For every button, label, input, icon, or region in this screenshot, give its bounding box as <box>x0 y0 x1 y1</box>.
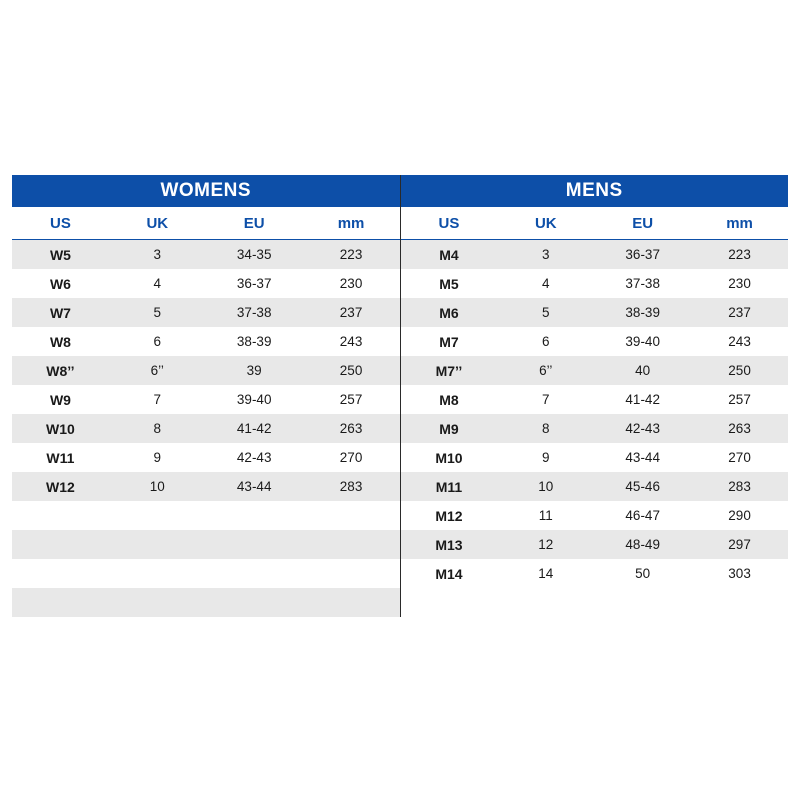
table-row <box>12 443 400 472</box>
cell-uk: 3 <box>109 240 206 270</box>
table-row <box>401 385 789 414</box>
cell-eu: 38-39 <box>206 327 303 356</box>
cell-eu: 46-47 <box>594 501 691 530</box>
cell-us: M5 <box>401 269 498 298</box>
cell-eu: 36-37 <box>594 240 691 270</box>
cell-uk <box>109 501 206 530</box>
cell-uk: 6 <box>497 327 594 356</box>
mens-size-table <box>401 207 789 617</box>
table-row <box>401 240 789 270</box>
size-chart <box>12 175 788 617</box>
cell-uk: 8 <box>497 414 594 443</box>
cell-uk: 11 <box>497 501 594 530</box>
table-row <box>401 559 789 588</box>
cell-eu: 36-37 <box>206 269 303 298</box>
cell-eu: 39-40 <box>206 385 303 414</box>
cell-mm: 270 <box>303 443 400 472</box>
table-row-empty <box>12 588 400 617</box>
table-row <box>401 356 789 385</box>
cell-eu: 37-38 <box>206 298 303 327</box>
cell-eu <box>206 530 303 559</box>
cell-us: M6 <box>401 298 498 327</box>
cell-mm: 270 <box>691 443 788 472</box>
cell-mm: 223 <box>303 240 400 270</box>
cell-mm: 250 <box>303 356 400 385</box>
cell-eu <box>206 559 303 588</box>
cell-mm: 223 <box>691 240 788 270</box>
womens-panel <box>12 175 400 617</box>
cell-mm: 283 <box>303 472 400 501</box>
table-row <box>401 530 789 559</box>
cell-uk: 6’’ <box>109 356 206 385</box>
cell-eu: 41-42 <box>594 385 691 414</box>
table-row <box>401 501 789 530</box>
cell-us: W11 <box>12 443 109 472</box>
cell-uk: 7 <box>497 385 594 414</box>
table-row <box>401 443 789 472</box>
cell-uk: 10 <box>109 472 206 501</box>
cell-uk: 9 <box>109 443 206 472</box>
table-row <box>401 298 789 327</box>
cell-mm: 237 <box>691 298 788 327</box>
cell-us: M7 <box>401 327 498 356</box>
cell-eu: 40 <box>594 356 691 385</box>
cell-mm <box>691 588 788 617</box>
cell-us: M11 <box>401 472 498 501</box>
cell-mm: 230 <box>691 269 788 298</box>
cell-us: W6 <box>12 269 109 298</box>
cell-eu: 41-42 <box>206 414 303 443</box>
mens-table-body <box>401 240 789 618</box>
womens-col-header-us: US <box>12 207 109 240</box>
mens-col-header-uk: UK <box>497 207 594 240</box>
table-row <box>12 269 400 298</box>
cell-eu: 45-46 <box>594 472 691 501</box>
cell-us: M13 <box>401 530 498 559</box>
cell-uk: 12 <box>497 530 594 559</box>
cell-mm <box>303 501 400 530</box>
cell-us: W5 <box>12 240 109 270</box>
cell-uk: 5 <box>109 298 206 327</box>
cell-eu: 43-44 <box>594 443 691 472</box>
cell-mm: 297 <box>691 530 788 559</box>
table-row <box>12 472 400 501</box>
womens-col-header-mm: mm <box>303 207 400 240</box>
table-row-empty <box>12 501 400 530</box>
mens-col-header-us: US <box>401 207 498 240</box>
table-row <box>12 298 400 327</box>
cell-mm: 263 <box>691 414 788 443</box>
cell-us <box>12 530 109 559</box>
mens-table-head <box>401 207 789 240</box>
cell-uk: 14 <box>497 559 594 588</box>
cell-us: M8 <box>401 385 498 414</box>
cell-eu: 42-43 <box>594 414 691 443</box>
cell-mm: 237 <box>303 298 400 327</box>
cell-uk: 7 <box>109 385 206 414</box>
cell-eu: 50 <box>594 559 691 588</box>
mens-col-header-eu: EU <box>594 207 691 240</box>
cell-uk <box>109 559 206 588</box>
cell-uk: 5 <box>497 298 594 327</box>
cell-eu <box>594 588 691 617</box>
cell-us <box>12 559 109 588</box>
cell-us <box>401 588 498 617</box>
cell-mm: 243 <box>303 327 400 356</box>
table-row <box>401 269 789 298</box>
womens-col-header-eu: EU <box>206 207 303 240</box>
cell-us: W12 <box>12 472 109 501</box>
mens-col-header-mm: mm <box>691 207 788 240</box>
cell-us: M7’’ <box>401 356 498 385</box>
cell-uk: 4 <box>497 269 594 298</box>
cell-uk <box>109 588 206 617</box>
cell-eu: 37-38 <box>594 269 691 298</box>
womens-panel-title: WOMENS <box>12 175 400 207</box>
cell-uk: 10 <box>497 472 594 501</box>
cell-mm: 250 <box>691 356 788 385</box>
cell-mm: 283 <box>691 472 788 501</box>
cell-eu: 48-49 <box>594 530 691 559</box>
cell-mm <box>303 530 400 559</box>
cell-us: M10 <box>401 443 498 472</box>
table-row <box>12 240 400 270</box>
cell-mm: 263 <box>303 414 400 443</box>
table-row <box>12 327 400 356</box>
table-row <box>401 327 789 356</box>
cell-uk: 4 <box>109 269 206 298</box>
cell-eu: 38-39 <box>594 298 691 327</box>
table-row-empty <box>12 530 400 559</box>
cell-us: M14 <box>401 559 498 588</box>
cell-us: W7 <box>12 298 109 327</box>
cell-eu <box>206 501 303 530</box>
cell-us: W10 <box>12 414 109 443</box>
cell-mm: 257 <box>691 385 788 414</box>
cell-mm: 230 <box>303 269 400 298</box>
table-row <box>12 356 400 385</box>
cell-mm: 303 <box>691 559 788 588</box>
mens-header-row <box>401 207 789 240</box>
cell-uk: 3 <box>497 240 594 270</box>
womens-size-table <box>12 207 400 617</box>
table-row <box>12 385 400 414</box>
mens-panel <box>401 175 789 617</box>
cell-uk: 6 <box>109 327 206 356</box>
table-row <box>12 414 400 443</box>
cell-us: M9 <box>401 414 498 443</box>
table-row <box>401 472 789 501</box>
table-row-empty <box>12 559 400 588</box>
cell-uk: 6’’ <box>497 356 594 385</box>
cell-eu: 39-40 <box>594 327 691 356</box>
cell-us: W8 <box>12 327 109 356</box>
cell-uk <box>497 588 594 617</box>
cell-uk <box>109 530 206 559</box>
cell-us: M4 <box>401 240 498 270</box>
cell-us: W8’’ <box>12 356 109 385</box>
cell-mm <box>303 588 400 617</box>
mens-panel-title: MENS <box>401 175 789 207</box>
cell-mm: 290 <box>691 501 788 530</box>
table-row <box>401 414 789 443</box>
cell-eu: 43-44 <box>206 472 303 501</box>
cell-eu: 42-43 <box>206 443 303 472</box>
cell-uk: 8 <box>109 414 206 443</box>
cell-mm: 243 <box>691 327 788 356</box>
womens-header-row <box>12 207 400 240</box>
size-chart-panels <box>12 175 788 617</box>
womens-table-body <box>12 240 400 618</box>
cell-us <box>12 501 109 530</box>
cell-eu: 34-35 <box>206 240 303 270</box>
cell-us: W9 <box>12 385 109 414</box>
cell-mm: 257 <box>303 385 400 414</box>
cell-uk: 9 <box>497 443 594 472</box>
cell-us <box>12 588 109 617</box>
cell-eu <box>206 588 303 617</box>
cell-eu: 39 <box>206 356 303 385</box>
cell-us: M12 <box>401 501 498 530</box>
table-row-empty <box>401 588 789 617</box>
womens-table-head <box>12 207 400 240</box>
cell-mm <box>303 559 400 588</box>
womens-col-header-uk: UK <box>109 207 206 240</box>
